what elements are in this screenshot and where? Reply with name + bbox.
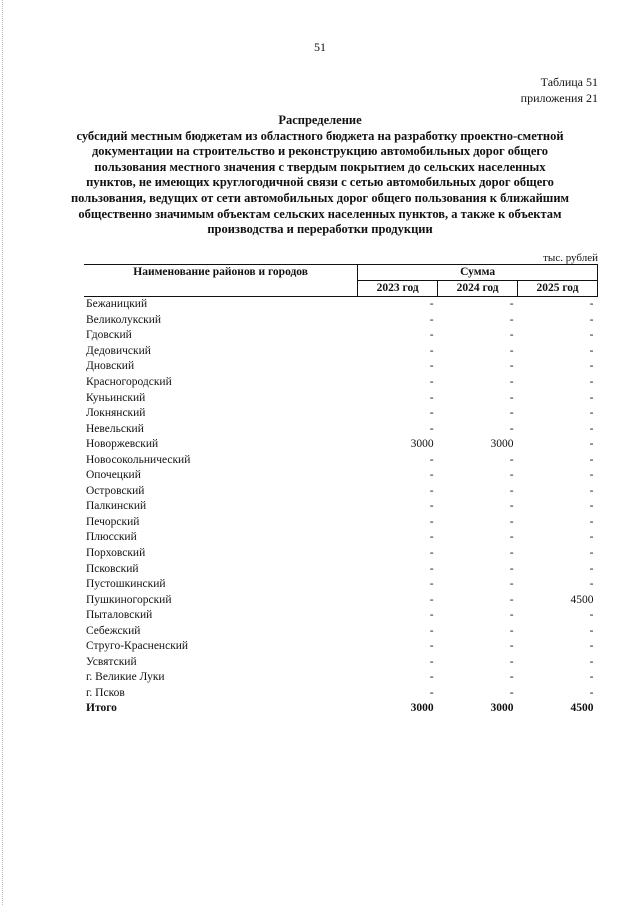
col-header-name: Наименование районов и городов [84, 265, 358, 297]
region-name: Опочецкий [86, 469, 141, 482]
value-2024: - [509, 593, 514, 606]
region-name: Печорский [86, 515, 140, 528]
table-row [84, 561, 598, 577]
value-2024: - [509, 624, 514, 637]
table-row [84, 344, 598, 360]
page-number: 51 [314, 40, 326, 54]
table-row [84, 452, 598, 468]
table-row [84, 484, 598, 500]
value-2024: - [509, 298, 514, 311]
table-row [84, 359, 598, 375]
region-name: Струго-Красненский [86, 640, 189, 653]
value-2025: - [589, 484, 594, 497]
value-2025: - [589, 531, 594, 544]
value-2024: - [509, 609, 514, 622]
value-2025: - [589, 298, 594, 311]
value-2025: - [589, 313, 594, 326]
table-row [84, 468, 598, 484]
region-name: Псковский [86, 562, 139, 575]
value-2025: - [589, 391, 594, 404]
value-2024: - [509, 422, 514, 435]
table-row [84, 592, 598, 608]
document-heading [70, 113, 570, 238]
value-2023: - [429, 655, 434, 668]
value-2025: - [589, 671, 594, 684]
value-2025: 4500 [570, 702, 594, 715]
table-row [84, 313, 598, 329]
table-ref-line2: приложения 21 [520, 91, 598, 105]
value-2023: - [429, 360, 434, 373]
value-2023: - [429, 686, 434, 699]
value-2023: 3000 [410, 702, 434, 715]
table-ref-line1: Таблица 51 [540, 75, 598, 89]
value-2025: - [589, 624, 594, 637]
table-row [84, 437, 598, 453]
heading-subtitle: субсидий местным бюджетам из областного бюджета на разработку проектно-сметной документации на строительство и реконструкцию автомобильных дорог общего пользования местного значения с твердым покрытием до сельских населенных пунктов, не имеющих круглогодичной связи с сетью автомобильных дорог общего пользования, ведущих от сети автомобильных дорог общего пользования к ближайшим общественно значимым объектам сельских населенных пунктов, а также к объектам производства и переработки продукции [70, 128, 570, 237]
heading-title: Распределение [278, 113, 362, 127]
scan-edge-line [2, 0, 3, 905]
region-name: Островский [86, 484, 145, 497]
region-name: г. Псков [86, 686, 125, 699]
value-2025: - [589, 578, 594, 591]
value-2025: - [589, 562, 594, 575]
value-2024: - [509, 344, 514, 357]
region-name: Итого [86, 702, 117, 715]
value-2025: 4500 [570, 593, 594, 606]
value-2024: - [509, 391, 514, 404]
total-row [84, 701, 598, 717]
table-row [84, 686, 598, 702]
value-2025: - [589, 609, 594, 622]
value-2024: - [509, 313, 514, 326]
table-body [84, 297, 598, 717]
value-2023: - [429, 609, 434, 622]
table-row [84, 546, 598, 562]
value-2023: - [429, 453, 434, 466]
table-row [84, 328, 598, 344]
value-2025: - [589, 344, 594, 357]
value-2024: - [509, 531, 514, 544]
value-2024: - [509, 407, 514, 420]
region-name: Гдовский [86, 329, 132, 342]
value-2024: - [509, 376, 514, 388]
value-2023: - [429, 422, 434, 435]
value-2023: - [429, 500, 434, 513]
value-2024: - [509, 640, 514, 653]
value-2025: - [589, 655, 594, 668]
value-2025: - [589, 360, 594, 373]
region-name: Пушкиногорский [86, 593, 172, 606]
table-row [84, 297, 598, 313]
value-2025: - [589, 515, 594, 528]
table-row [84, 639, 598, 655]
table-reference [521, 74, 598, 106]
region-name: Палкинский [86, 500, 147, 513]
value-2024: - [509, 360, 514, 373]
table-row [84, 515, 598, 531]
region-name: г. Великие Луки [86, 671, 165, 684]
region-name: Новоржевский [86, 438, 159, 451]
value-2024: - [509, 469, 514, 482]
value-2025: - [589, 438, 594, 451]
table-row [84, 530, 598, 546]
region-name: Куньинский [86, 391, 146, 404]
value-2023: - [429, 376, 434, 388]
value-2024: 3000 [490, 438, 514, 451]
value-2023: - [429, 469, 434, 482]
region-name: Пустошкинский [86, 578, 166, 591]
region-name: Плюсский [86, 531, 137, 544]
value-2025: - [589, 407, 594, 420]
value-2023: - [429, 313, 434, 326]
value-2023: - [429, 329, 434, 342]
table-row [84, 670, 598, 686]
table-row [84, 499, 598, 515]
col-header-sum: Сумма [358, 265, 598, 281]
value-2023: - [429, 515, 434, 528]
region-name: Себежский [86, 624, 141, 637]
value-2023: - [429, 407, 434, 420]
value-2023: - [429, 547, 434, 560]
distribution-table [84, 264, 598, 717]
value-2025: - [589, 686, 594, 699]
table-row [84, 375, 598, 391]
value-2023: 3000 [410, 438, 434, 451]
value-2023: - [429, 391, 434, 404]
value-2023: - [429, 344, 434, 357]
value-2023: - [429, 593, 434, 606]
value-2025: - [589, 422, 594, 435]
region-name: Усвятский [86, 655, 137, 668]
value-2023: - [429, 531, 434, 544]
table-row [84, 421, 598, 437]
col-header-2024: 2024 год [438, 281, 518, 297]
value-2025: - [589, 376, 594, 388]
table-row [84, 608, 598, 624]
region-name: Дедовичский [86, 344, 151, 357]
units-label: тыс. рублей [543, 252, 598, 264]
value-2023: - [429, 624, 434, 637]
value-2025: - [589, 469, 594, 482]
value-2023: - [429, 562, 434, 575]
value-2024: 3000 [490, 702, 514, 715]
table-row [84, 623, 598, 639]
value-2024: - [509, 686, 514, 699]
col-header-2023: 2023 год [358, 281, 438, 297]
table-row [84, 406, 598, 422]
value-2024: - [509, 578, 514, 591]
region-name: Бежаницкий [86, 298, 148, 311]
value-2024: - [509, 515, 514, 528]
table-row [84, 577, 598, 593]
region-name: Пыталовский [86, 609, 153, 622]
table-row [84, 390, 598, 406]
value-2025: - [589, 329, 594, 342]
region-name: Дновский [86, 360, 135, 373]
region-name: Красногородский [86, 376, 172, 388]
value-2023: - [429, 484, 434, 497]
value-2023: - [429, 298, 434, 311]
region-name: Великолукский [86, 313, 162, 326]
region-name: Локнянский [86, 407, 146, 420]
region-name: Новосокольнический [86, 453, 191, 466]
col-header-2025: 2025 год [518, 281, 598, 297]
value-2024: - [509, 671, 514, 684]
value-2024: - [509, 547, 514, 560]
region-name: Невельский [86, 422, 144, 435]
value-2024: - [509, 562, 514, 575]
value-2023: - [429, 671, 434, 684]
value-2024: - [509, 484, 514, 497]
value-2024: - [509, 500, 514, 513]
value-2024: - [509, 655, 514, 668]
value-2025: - [589, 500, 594, 513]
value-2024: - [509, 329, 514, 342]
table-row [84, 655, 598, 671]
value-2025: - [589, 453, 594, 466]
value-2025: - [589, 547, 594, 560]
value-2023: - [429, 640, 434, 653]
value-2024: - [509, 453, 514, 466]
value-2023: - [429, 578, 434, 591]
value-2025: - [589, 640, 594, 653]
region-name: Порховский [86, 547, 146, 560]
